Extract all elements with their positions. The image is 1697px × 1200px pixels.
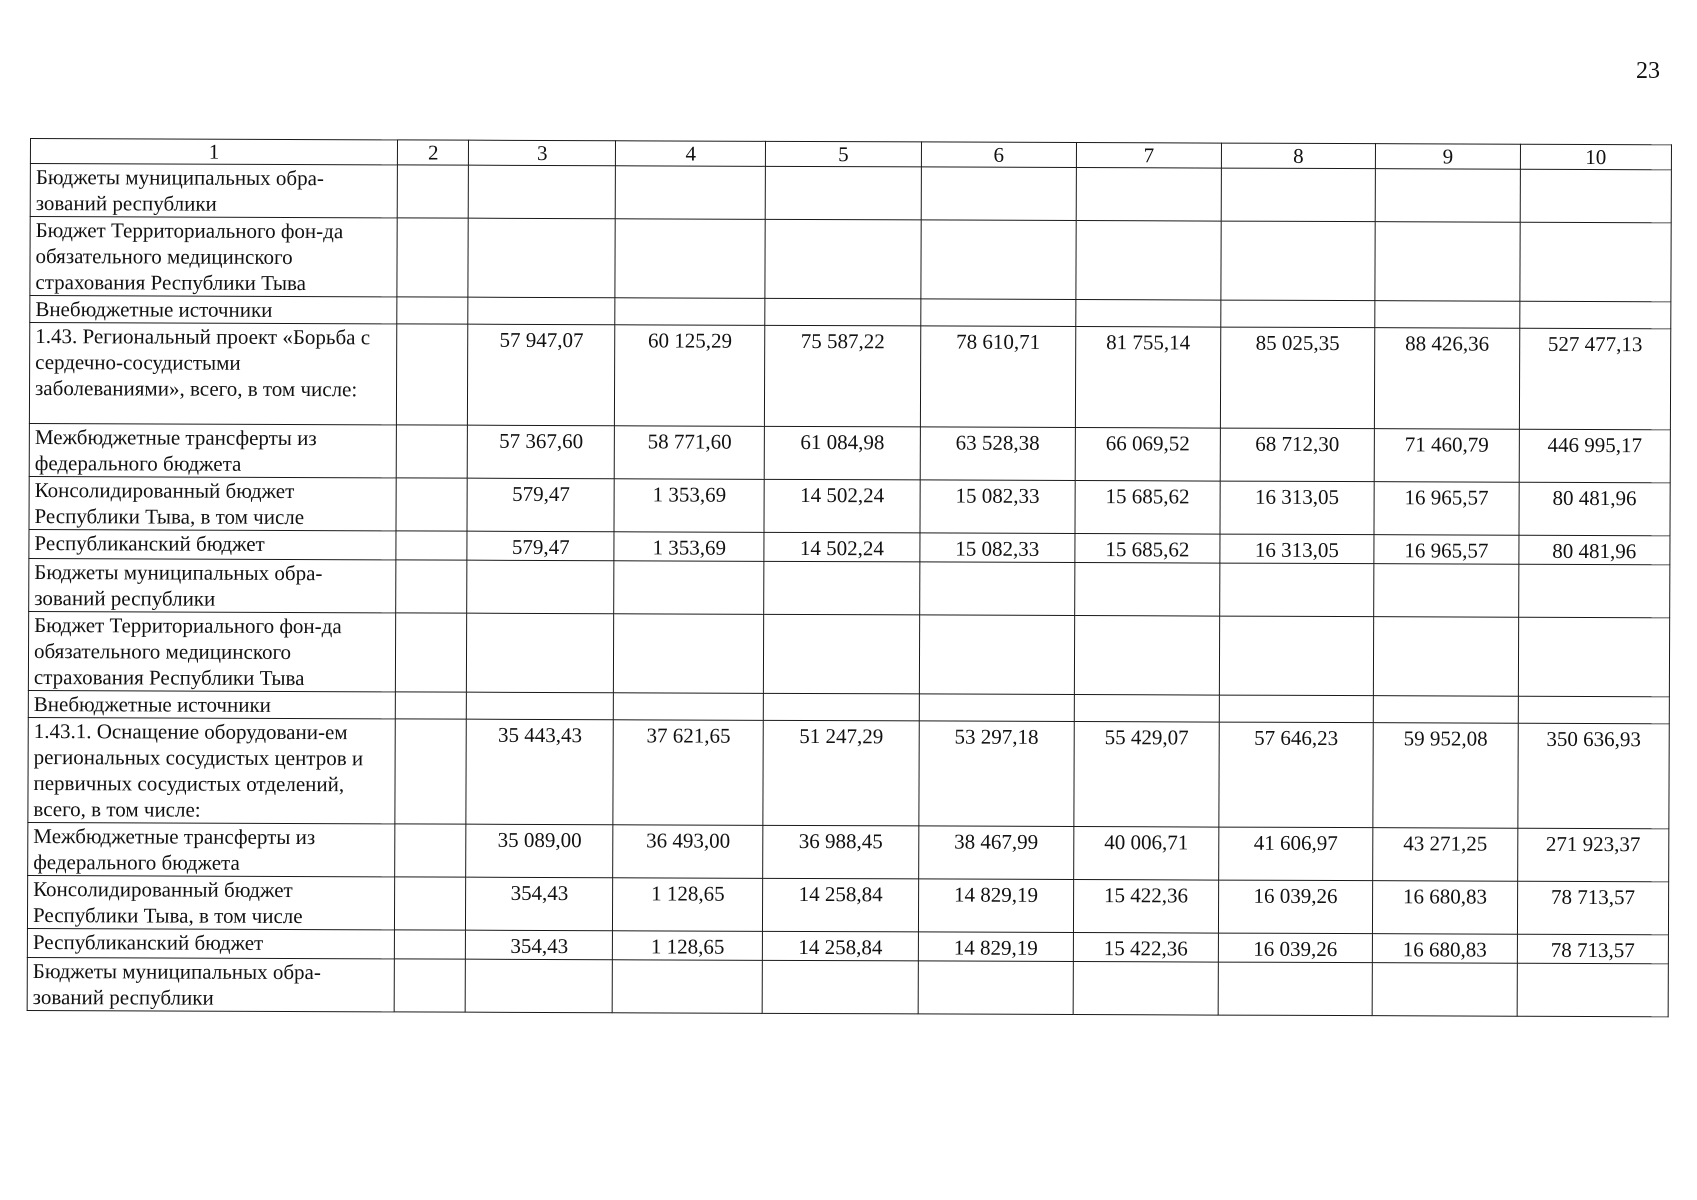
value-cell [762, 960, 918, 1014]
value-cell: 36 988,45 [763, 825, 919, 879]
value-cell [468, 218, 615, 298]
value-cell [765, 219, 921, 299]
value-cell [467, 692, 614, 720]
value-cell [396, 425, 467, 478]
value-cell [1073, 962, 1218, 1016]
column-number: 7 [1076, 143, 1221, 169]
value-cell [395, 824, 466, 877]
value-cell: 15 082,33 [920, 480, 1076, 534]
value-cell [921, 167, 1077, 221]
value-cell [394, 930, 465, 959]
value-cell [614, 614, 764, 694]
value-cell [1373, 617, 1518, 697]
value-cell [1075, 563, 1220, 617]
value-cell [766, 166, 922, 220]
value-cell: 271 923,37 [1517, 828, 1668, 882]
value-cell [1221, 168, 1375, 222]
value-cell [1076, 221, 1221, 301]
value-cell [468, 297, 615, 325]
value-cell [615, 298, 765, 326]
value-cell [612, 960, 762, 1014]
value-cell: 527 477,13 [1519, 328, 1671, 430]
value-cell: 57 367,60 [468, 425, 615, 479]
row-label: Республиканский бюджет [29, 529, 396, 559]
value-cell: 57 646,23 [1219, 722, 1374, 828]
value-cell [396, 560, 467, 613]
value-cell: 16 680,83 [1373, 881, 1518, 935]
value-cell: 16 039,26 [1218, 933, 1372, 963]
value-cell [919, 694, 1074, 722]
value-cell [764, 614, 920, 694]
value-cell [466, 959, 613, 1013]
value-cell [1375, 169, 1520, 223]
value-cell [397, 297, 468, 324]
value-cell: 36 493,00 [613, 825, 763, 879]
value-cell: 15 422,36 [1074, 880, 1219, 934]
value-cell [1219, 563, 1373, 617]
table-row [29, 323, 1670, 430]
row-label: Бюджет Территориального фон-да обязательного медицинского страхования Республики Тыва [28, 611, 395, 691]
value-cell: 61 084,98 [765, 426, 921, 480]
row-label: 1.43.1. Оснащение оборудовани-ем региональных сосудистых центров и первичных сосудистых отделений, всего, в том числе: [28, 717, 396, 823]
value-cell [397, 218, 469, 297]
table-row [30, 164, 1671, 223]
value-cell: 37 621,65 [613, 720, 763, 826]
value-cell [396, 478, 467, 531]
value-cell: 58 771,60 [614, 426, 764, 480]
column-number: 4 [616, 141, 766, 167]
value-cell [397, 165, 468, 218]
value-cell [395, 719, 467, 824]
value-cell: 38 467,99 [918, 826, 1074, 880]
value-cell: 80 481,96 [1519, 535, 1670, 565]
row-label: Внебюджетные источники [30, 296, 397, 324]
value-cell [1518, 696, 1669, 724]
value-cell [1374, 564, 1519, 618]
table-row [27, 957, 1668, 1016]
value-cell: 35 443,43 [466, 719, 613, 825]
value-cell: 53 297,18 [919, 721, 1075, 827]
value-cell: 40 006,71 [1074, 827, 1219, 881]
value-cell [918, 961, 1074, 1015]
column-number: 6 [921, 142, 1076, 168]
value-cell: 14 258,84 [763, 931, 918, 961]
table-row [27, 875, 1668, 934]
value-cell: 63 528,38 [920, 427, 1076, 481]
value-cell [1219, 616, 1374, 696]
value-cell: 446 995,17 [1519, 429, 1670, 483]
table-row [29, 558, 1670, 617]
table-row [28, 717, 1669, 828]
value-cell: 1 353,69 [614, 532, 764, 562]
row-label: Межбюджетные трансферты из федерального бюджета [29, 423, 396, 477]
value-cell [1375, 222, 1520, 302]
value-cell: 579,47 [467, 478, 614, 532]
value-cell [1517, 963, 1668, 1017]
table-row [30, 217, 1671, 302]
value-cell: 88 426,36 [1374, 328, 1519, 430]
value-cell: 1 128,65 [613, 878, 763, 932]
value-cell: 35 089,00 [466, 824, 613, 878]
value-cell: 80 481,96 [1519, 482, 1670, 536]
value-cell [396, 531, 467, 560]
value-cell [467, 560, 614, 614]
value-cell [469, 165, 616, 219]
value-cell: 59 952,08 [1373, 723, 1518, 829]
value-cell: 16 965,57 [1374, 482, 1519, 536]
value-cell: 66 069,52 [1075, 428, 1220, 482]
value-cell: 1 353,69 [614, 479, 764, 533]
value-cell [467, 613, 614, 693]
value-cell [764, 561, 920, 615]
value-cell: 579,47 [467, 531, 614, 561]
value-cell: 68 712,30 [1220, 428, 1374, 482]
value-cell: 81 755,14 [1075, 327, 1220, 429]
value-cell [1221, 221, 1376, 301]
value-cell: 85 025,35 [1220, 327, 1375, 429]
value-cell: 354,43 [466, 930, 613, 960]
column-number: 9 [1375, 144, 1520, 170]
value-cell: 55 429,07 [1074, 722, 1219, 828]
row-label: Консолидированный бюджет Республики Тыва, в том числе [27, 875, 394, 929]
row-label: Республиканский бюджет [27, 928, 394, 958]
value-cell [614, 561, 764, 615]
value-cell [1518, 564, 1669, 618]
value-cell [1221, 300, 1375, 328]
value-cell: 14 258,84 [763, 878, 919, 932]
value-cell [1219, 695, 1373, 723]
value-cell: 16 039,26 [1218, 880, 1372, 934]
value-cell: 15 422,36 [1073, 933, 1218, 963]
row-label: Бюджет Территориального фон-да обязательного медицинского страхования Республики Тыва [30, 217, 397, 297]
column-number: 2 [398, 140, 469, 165]
value-cell: 16 965,57 [1374, 535, 1519, 565]
value-cell [919, 562, 1075, 616]
value-cell: 16 680,83 [1372, 934, 1517, 964]
value-cell [615, 166, 765, 220]
value-cell [1372, 963, 1517, 1017]
value-cell: 75 587,22 [765, 325, 921, 427]
row-label: Бюджеты муниципальных обра-зований республики [27, 957, 394, 1011]
row-label: Консолидированный бюджет Республики Тыва, в том числе [29, 476, 396, 530]
value-cell: 14 502,24 [764, 479, 920, 533]
value-cell: 15 685,62 [1075, 534, 1220, 564]
value-cell: 78 713,57 [1517, 881, 1668, 935]
value-cell [765, 298, 920, 326]
value-cell: 41 606,97 [1218, 827, 1372, 881]
value-cell: 51 247,29 [763, 720, 919, 826]
row-label: Межбюджетные трансферты из федерального бюджета [28, 822, 395, 876]
value-cell: 78 713,57 [1517, 934, 1668, 964]
table-row [29, 476, 1670, 535]
value-cell [1373, 696, 1518, 724]
value-cell: 78 610,71 [920, 326, 1076, 428]
value-cell [1074, 616, 1219, 696]
value-cell: 1 128,65 [613, 931, 763, 961]
value-cell: 14 829,19 [918, 932, 1073, 962]
value-cell [1518, 617, 1670, 697]
value-cell: 60 125,29 [615, 325, 765, 427]
column-number: 8 [1221, 143, 1375, 169]
table-row [29, 423, 1670, 482]
value-cell [1218, 962, 1372, 1016]
value-cell: 15 685,62 [1075, 481, 1220, 535]
value-cell [764, 693, 919, 721]
value-cell: 57 947,07 [468, 324, 615, 426]
value-cell [920, 299, 1075, 327]
value-cell [921, 220, 1077, 300]
value-cell [395, 692, 466, 719]
value-cell [397, 324, 469, 425]
row-label: Бюджеты муниципальных обра-зований республики [30, 164, 397, 218]
budget-table [27, 138, 1672, 1017]
row-label: 1.43. Региональный проект «Борьба с сердечно-сосудистыми заболеваниями», всего, в том числе: [29, 323, 397, 425]
value-cell [395, 877, 466, 930]
row-label: Бюджеты муниципальных обра-зований республики [29, 558, 396, 612]
row-label: Внебюджетные источники [28, 690, 395, 718]
value-cell [919, 615, 1075, 695]
value-cell [1076, 168, 1221, 222]
value-cell: 16 313,05 [1220, 534, 1374, 564]
value-cell: 14 829,19 [918, 879, 1074, 933]
value-cell [1520, 222, 1672, 302]
budget-table-container [27, 138, 1672, 1017]
value-cell [1076, 300, 1221, 328]
table-row [28, 611, 1669, 696]
value-cell: 15 082,33 [920, 533, 1075, 563]
value-cell [1375, 301, 1520, 329]
value-cell: 14 502,24 [764, 532, 919, 562]
table-row [28, 822, 1669, 881]
column-number: 10 [1520, 144, 1671, 170]
value-cell [614, 693, 764, 721]
column-number: 1 [30, 139, 397, 165]
value-cell [1074, 695, 1219, 723]
table-body [27, 139, 1671, 1017]
page-number: 23 [1636, 58, 1660, 84]
value-cell [1520, 169, 1671, 223]
value-cell [394, 959, 465, 1012]
value-cell: 350 636,93 [1518, 723, 1670, 829]
value-cell: 354,43 [466, 877, 613, 931]
value-cell [615, 219, 765, 299]
value-cell: 16 313,05 [1220, 481, 1374, 535]
column-number: 3 [469, 140, 616, 166]
value-cell: 43 271,25 [1373, 828, 1518, 882]
value-cell [1520, 301, 1671, 329]
column-number: 5 [766, 141, 921, 167]
value-cell [396, 613, 468, 692]
value-cell: 71 460,79 [1374, 429, 1519, 483]
